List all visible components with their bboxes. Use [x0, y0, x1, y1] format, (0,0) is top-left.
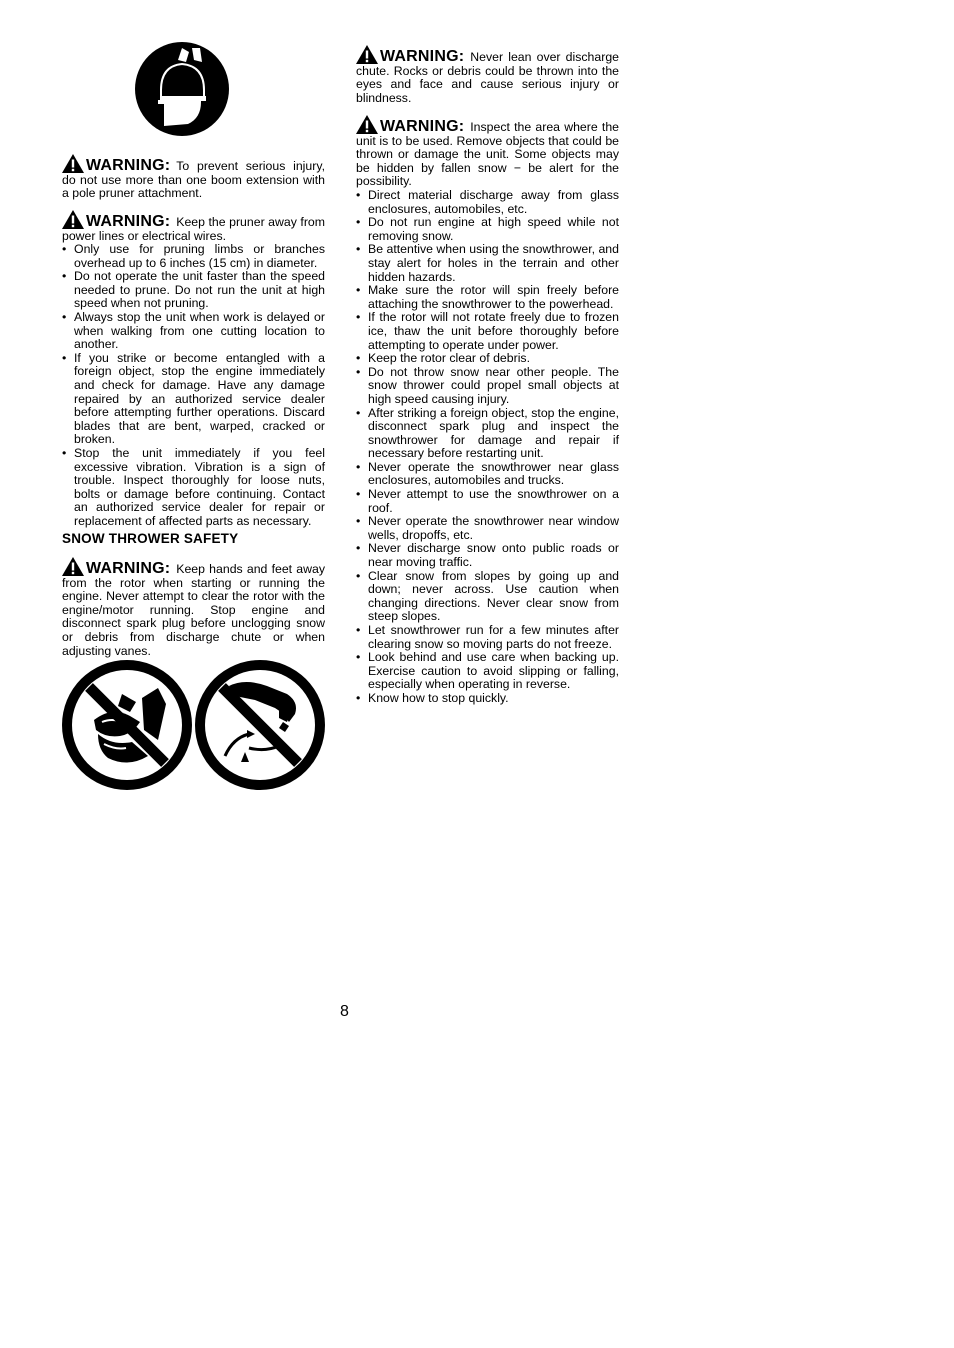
list-item: • If you strike or become entangled with a foreign object, stop the engine immediately and check for damage. Have any damage repaired by an authorized service dealer before attempting further operations. Discard blades that are bent, warped, cracked or broken. — [62, 352, 325, 447]
no-hands-near-rotor-icon — [62, 660, 192, 790]
list-item: • Make sure the rotor will spin freely before attaching the snowthrower to the powerhead. — [356, 284, 619, 311]
list-item: • Always stop the unit when work is delayed or when walking from one cutting location to another. — [62, 311, 325, 352]
list-item: • Be attentive when using the snowthrower, and stay alert for holes in the terrain and other hidden hazards. — [356, 243, 619, 284]
list-item: • Let snowthrower run for a few minutes after clearing snow so moving parts do not freeze. — [356, 624, 619, 651]
list-item: • Clear snow from slopes by going up and down; never across. Use caution when changing directions. Never clear snow from steep slopes. — [356, 570, 619, 624]
list-item: • Never operate the snowthrower near window wells, dropoffs, etc. — [356, 515, 619, 542]
warning-label: WARNING: — [380, 48, 465, 65]
no-reaching-into-chute-icon — [195, 660, 325, 790]
warning-triangle-icon — [356, 45, 378, 64]
warning-label: WARNING: — [86, 560, 171, 577]
list-item: • Stop the unit immediately if you feel excessive vibration. Vibration is a sign of trouble. Inspect thoroughly for loose nuts, bolts or damage before continuing. Contact an authorized service dealer for repair or replacement of affected parts as necessary. — [62, 447, 325, 529]
list-item: • Never discharge snow onto public roads or near moving traffic. — [356, 542, 619, 569]
head-protection-icon — [134, 40, 230, 138]
list-item: • Never operate the snowthrower near glass enclosures, automobiles and trucks. — [356, 461, 619, 488]
warning-text: Never lean over discharge chute. Rocks or debris could be thrown into the eyes and face and cause serious injury or blindness. — [356, 50, 619, 105]
list-item: • Look behind and use care when backing up. Exercise caution to avoid slipping or falling, especially when operating in reverse. — [356, 651, 619, 692]
warning-text: Inspect the area where the unit is to be used. Remove objects that could be thrown or damage the unit. Some objects may be hidden by fallen snow − be alert for the possibility. — [356, 120, 619, 189]
snowthrower-safety-list — [356, 189, 619, 706]
warning-label: WARNING: — [86, 157, 171, 174]
page-number: 8 — [340, 1003, 349, 1020]
warning-triangle-icon — [62, 557, 84, 576]
list-item: • Direct material discharge away from glass enclosures, automobiles, etc. — [356, 189, 619, 216]
list-item: • Do not operate the unit faster than the speed needed to prune. Do not run the unit at high speed when not pruning. — [62, 270, 325, 311]
list-item: • If the rotor will not rotate freely due to frozen ice, thaw the unit before thoroughly before attempting to operate under power. — [356, 311, 619, 352]
list-item: • Keep the rotor clear of debris. — [356, 352, 619, 366]
warning-text: Keep hands and feet away from the rotor when starting or running the engine. Never attempt to clear the rotor with the engine/motor running. Stop engine and disconnect spark plug before unclogging snow or debris from discharge chute or when adjusting vanes. — [62, 562, 325, 658]
warning-text: Keep the pruner away from power lines or electrical wires. — [62, 215, 325, 243]
warning-label: WARNING: — [380, 118, 465, 135]
warning-label: WARNING: — [86, 213, 171, 230]
list-item: • Never attempt to use the snowthrower on a roof. — [356, 488, 619, 515]
list-item: • Do not throw snow near other people. The snow thrower could propel small objects at high speed causing injury. — [356, 366, 619, 407]
list-item: • After striking a foreign object, stop the engine, disconnect spark plug and inspect the snowthrower for damage and repair if necessary before restarting unit. — [356, 407, 619, 461]
warning-triangle-icon — [62, 154, 84, 173]
section-title: SNOW THROWER SAFETY — [62, 531, 239, 546]
list-item: • Only use for pruning limbs or branches overhead up to 6 inches (15 cm) in diameter. — [62, 243, 325, 270]
list-item: • Do not run engine at high speed while not removing snow. — [356, 216, 619, 243]
warning-text: To prevent serious injury, do not use more than one boom extension with a pole pruner attachment. — [62, 159, 325, 201]
list-item: • Know how to stop quickly. — [356, 692, 619, 706]
warning-triangle-icon — [62, 210, 84, 229]
warning-triangle-icon — [356, 115, 378, 134]
pruner-safety-list — [62, 243, 325, 528]
